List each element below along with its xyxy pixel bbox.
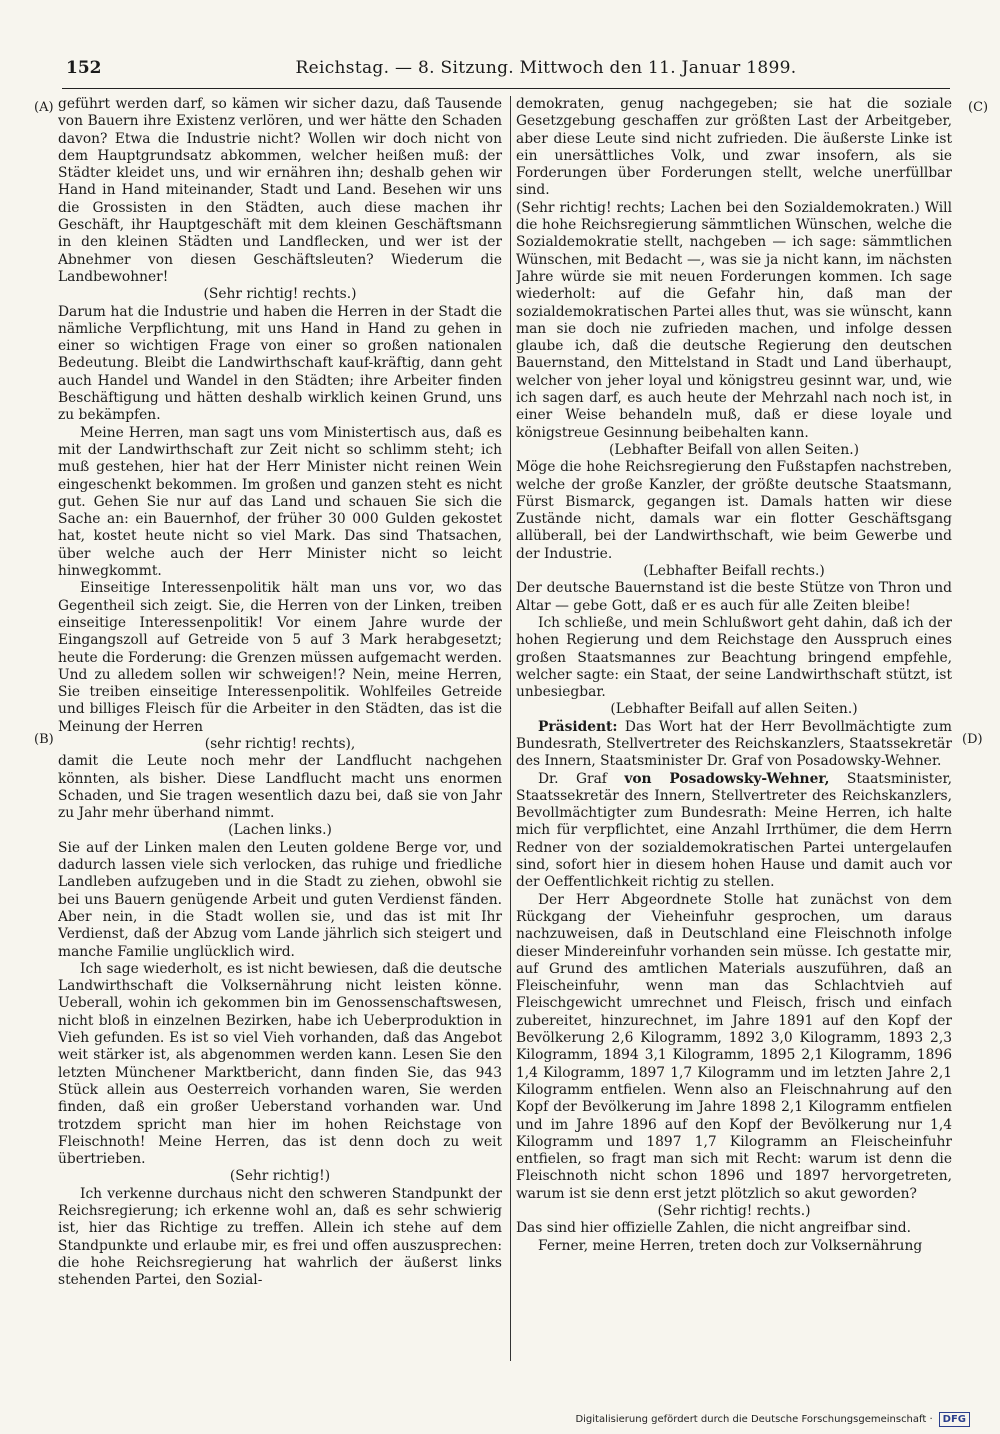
paragraph: [516, 771, 952, 892]
paragraph-text: (Lebhafter Beifall von allen Seiten.): [609, 441, 859, 458]
left-text-column: [58, 96, 502, 1364]
paragraph-text: Ich sage wiederholt, es ist nicht bewiesen, daß die deutsche Landwirthschaft die Volksernährung nicht leisten könne. Ueberall, wohin ich gekommen bin im Genossenschaftswesen, nicht bloß in einzelnen Bezirken, habe ich Ueberproduktion in Vieh gefunden. Es ist so viel Vieh vorhanden, daß das Angebot weit stärker ist, als abgenommen werden kann. Lesen Sie den letzten Münchener Marktbericht, dann finden Sie, das 943 Stück allein aus Oesterreich vorhanden waren, Sie werden finden, daß ein großer Ueberstand vorhanden war. Und trotzdem spricht man hier im hohen Reichstage von Fleischnoth! Meine Herren, das ist denn doch zu weit übertrieben.: [58, 960, 502, 1168]
paragraph: [58, 425, 502, 581]
paragraph: [58, 1186, 502, 1290]
paragraph-text: Der deutsche Bauernstand ist die beste Stütze von Thron und Altar — gebe Gott, daß er es auch für alle Zeiten bleibe!: [516, 580, 952, 614]
paragraph: [516, 1220, 952, 1237]
speaker-prefix: Dr. Graf: [538, 770, 625, 787]
margin-marker-b: (B): [34, 732, 54, 747]
running-title: Reichstag. — 8. Sitzung. Mittwoch den 11. Januar 1899.: [295, 58, 797, 78]
speaker-name: von Posadowsky-Wehner,: [624, 770, 830, 787]
paragraph: [58, 753, 502, 822]
paragraph-text: Möge die hohe Reichsregierung den Fußstapfen nachstreben, welche der große Kanzler, der größte deutsche Staatsmann, Fürst Bismarck, gegangen ist. Damals hatten wir diese Zustände nicht, damals war ein flotter Geschäftsgang allüberall, bei der Landwirthschaft, wie beim Gewerbe und der Industrie.: [516, 459, 952, 562]
interjection: [516, 442, 952, 459]
paragraph: [58, 840, 502, 961]
interjection: [516, 1203, 952, 1220]
paragraph: [58, 961, 502, 1169]
digitization-footer: [575, 1412, 970, 1427]
paragraph-text: (Lebhafter Beifall rechts.): [643, 563, 825, 580]
paragraph: [516, 580, 952, 615]
paragraph: [58, 580, 502, 736]
paragraph: [516, 615, 952, 701]
interjection: [58, 822, 502, 839]
paragraph-text: (sehr richtig! rechts),: [204, 735, 356, 752]
interjection: [58, 736, 502, 753]
margin-marker-d: (D): [962, 732, 983, 747]
paragraph-text: Der Herr Abgeordnete Stolle hat zunächst von dem Rückgang der Vieheinfuhr gesprochen, um daraus nachzuweisen, daß in Deutschland eine Fleischnoth infolge dieser Mindereinfuhr vorhanden sein müsse. Ich gestatte mir, auf Grund des amtlichen Materials auszuführen, daß an Fleischeinfuhr, wenn man das Schlachtvieh auf Fleischgewicht umrechnet und Fleisch, frisch und einfach zubereitet, hinzurechnet, im Jahre 1891 auf den Kopf der Bevölkerung 2,6 Kilogramm, 1892 3,0 Kilogramm, 1893 2,3 Kilogramm, 1894 3,1 Kilogramm, 1895 2,1 Kilogramm, 1896 1,4 Kilogramm, 1897 1,7 Kilogramm und im letzten Jahre 2,1 Kilogramm entfielen. Wenn also an Fleischnahrung auf den Kopf der Bevölkerung im Jahre 1898 2,1 Kilogramm entfielen und im Jahre 1896 auf den Kopf der Bevölkerung nur 1,4 Kilogramm und 1897 1,7 Kilogramm an Fleischeinfuhr entfielen, so fragt man sich mit Recht: warum ist denn die Fleischnoth nicht schon 1896 und 1897 hervorgetreten, warum ist sie denn erst jetzt plötzlich so akut geworden?: [516, 891, 952, 1202]
paragraph-text: Ich schließe, und mein Schlußwort geht dahin, daß ich der hohen Regierung und dem Reichstage den Ausspruch eines großen Staatsmannes zur Beachtung bringend empfehle, welcher sagte: ein Staat, der seine Landwirthschaft stützt, ist unbesiegbar.: [516, 614, 952, 701]
column-divider: [510, 96, 511, 1361]
paragraph: [516, 200, 952, 442]
paragraph-text: Das sind hier offizielle Zahlen, die nicht angreifbar sind.: [516, 1220, 911, 1237]
paragraph-text: (Sehr richtig! rechts.): [657, 1203, 811, 1219]
paragraph-text: Staatsminister, Staatssekretär des Innern, Stellvertreter des Reichskanzlers, Bevollmächtigter zum Bundesrath: Meine Herren, ich halte mich für verpflichtet, eine Anzahl Irrthümer, die dem Herrn Redner von der sozialdemokratischen Partei untergelaufen sind, sofort hier in diesem hohen Hause und damit auch vor der Oeffentlichkeit richtig zu stellen.: [516, 770, 952, 891]
paragraph-text: demokraten, genug nachgegeben; sie hat die soziale Gesetzgebung geschaffen zur größten Last der Arbeitgeber, aber diese Leute sind nicht zufrieden. Die äußerste Linke ist ein unersättliches Volk, und zwar insofern, als sie Forderungen über Forderungen stellt, welche unerfüllbar sind.: [516, 96, 952, 199]
paragraph: [516, 96, 952, 200]
paragraph-text: Meine Herren, man sagt uns vom Ministertisch aus, daß es mit der Landwirthschaft zur Zeit nicht so schlimm steht; ich muß gestehen, hier hat der Herr Minister nicht reinen Wein eingeschenkt bekommen. Im großen und ganzen steht es nicht gut. Gehen Sie nur auf das Land und schauen Sie sich die Sache an: ein Bauernhof, der früher 30 000 Gulden gekostet hat, kostet heute nicht so viel Mark. Das sind Thatsachen, über welche auch der Herr Minister nicht so leicht hinwegkommt.: [58, 424, 502, 580]
speaker-name: Präsident:: [538, 718, 618, 735]
paragraph-text: Ich verkenne durchaus nicht den schweren Standpunkt der Reichsregierung; ich erkenne wohl an, daß es sehr schwierig ist, hier das Richtige zu treffen. Allein ich stehe auf dem Standpunkte und erlaube mir, es frei und offen auszusprechen: die hohe Reichsregierung hat wahrlich der äußerst links stehenden Partei, den Sozial-: [58, 1185, 502, 1289]
interjection: [516, 701, 952, 718]
paragraph: [516, 459, 952, 563]
paragraph-text: (Sehr richtig! rechts.): [203, 286, 357, 303]
interjection: [516, 563, 952, 580]
paragraph-text: (Lebhafter Beifall auf allen Seiten.): [610, 701, 858, 718]
paragraph-text: (Sehr richtig! rechts; Lachen bei den Sozialdemokraten.) Will die hohe Reichsregierung sämmtlichen Wünschen, welche die Sozialdemokratie stellt, nachgeben — ich sage: sämmtlichen Wünschen, mit Bedacht —, was sie ja nicht kann, im nächsten Jahre würde sie mit neuen Forderungen kommen. Ich sage wiederholt: auf die Gefahr hin, daß man der sozialdemokratischen Partei alles thut, was sie wünscht, kann man sie doch nie zufrieden machen, und infolge dessen glaube ich, daß die deutsche Regierung den deutschen Bauernstand, den Mittelstand in Stadt und Land überhaupt, welcher von jeher loyal und königstreu gesinnt war, und, wie ich sagen darf, es auch heute der Mehrzahl nach noch ist, in einer Weise behandeln muß, daß er diese loyale und königstreue Gesinnung beibehalten kann.: [516, 199, 952, 441]
dfg-logo-icon: DFG: [939, 1412, 970, 1427]
paragraph-text: Einseitige Interessenpolitik hält man uns vor, wo das Gegentheil sich zeigt. Sie, die Herren von der Linken, treiben einseitige Interessenpolitik! Vor einem Jahre wurde der Eingangszoll auf Getreide von 5 auf 3 Mark herabgesetzt; heute die Forderung: die Grenzen müssen aufgemacht werden. Und zu alledem sollen wir schweigen!? Nein, meine Herren, Sie treiben einseitige Interessenpolitik. Wohlfeiles Getreide und billiges Fleisch für die Arbeiter in den Städten, das ist die Meinung der Herren: [58, 580, 502, 735]
page-number: 152: [66, 58, 102, 78]
paragraph-text: Darum hat die Industrie und haben die Herren in der Stadt die nämliche Verpflichtung, mit uns Hand in Hand zu gehen in einer so wichtigen Frage von einer so großen nationalen Bedeutung. Bleibt die Landwirthschaft kauf-kräftig, dann geht auch Handel und Wandel in den Städten; ihre Arbeiter finden Beschäftigung und hätten deshalb wirklich keinen Grund, uns zu bekämpfen.: [58, 303, 502, 424]
paragraph-text: damit die Leute noch mehr der Landflucht nachgehen könnten, als bisher. Diese Landflucht macht uns enormen Schaden, und Sie tragen wesentlich dazu bei, daß sie von Jahr zu Jahr mehr überhand nimmt.: [58, 753, 502, 822]
paragraph: [516, 719, 952, 771]
paragraph: [516, 892, 952, 1203]
margin-marker-a: (A): [34, 100, 54, 115]
paragraph-text: Ferner, meine Herren, treten doch zur Volksernährung: [538, 1237, 923, 1254]
paragraph-text: geführt werden darf, so kämen wir sicher dazu, daß Tausende von Bauern ihre Existenz verlören, und wer hätte den Schaden davon? Etwa die Industrie nicht? Wollen wir doch nicht von dem Hauptgrundsatz abkommen, welcher heißen muß: der Städter kleidet uns, und wir ernähren ihn; deshalb gehen wir Hand in Hand miteinander, Stadt und Land. Besehen wir uns die Grossisten in den Städten, auch diese machen ihr Geschäft, ihr Hauptgeschäft mit dem kleinen Geschäftsmann in den kleinen Städten und Landflecken, und wer ist der Abnehmer von diesen Geschäftsleuten? Wiederum die Landbewohner!: [58, 96, 502, 285]
margin-marker-c: (C): [968, 100, 989, 115]
right-text-column: [516, 96, 952, 1364]
paragraph-text: Sie auf der Linken malen den Leuten goldene Berge vor, und dadurch lassen viele sich verlocken, das ruhige und friedliche Landleben aufzugeben und in die Stadt zu ziehen, obwohl sie bei uns Bauern genügende Arbeit und guten Verdienst fänden. Aber nein, in die Stadt wollen sie, und das ist mit Ihr Verdienst, daß der Abzug vom Lande jährlich sich steigert und manche Familie unglücklich wird.: [58, 839, 502, 960]
paragraph-text: (Sehr richtig!): [229, 1168, 331, 1185]
paragraph-text: Das Wort hat der Herr Bevollmächtigte zum Bundesrath, Stellvertreter des Reichskanzlers, Staatssekretär des Innern, Staatsminister Dr. Graf von Posadowsky-Wehner.: [516, 718, 952, 770]
paragraph-text: (Lachen links.): [228, 822, 332, 839]
footer-text: Digitalisierung gefördert durch die Deutsche Forschungsgemeinschaft ·: [575, 1414, 933, 1425]
paragraph: [516, 1238, 952, 1255]
interjection: [58, 1168, 502, 1185]
paragraph: [58, 304, 502, 425]
paragraph: [58, 96, 502, 286]
interjection: [58, 286, 502, 303]
page-header: [62, 52, 950, 89]
